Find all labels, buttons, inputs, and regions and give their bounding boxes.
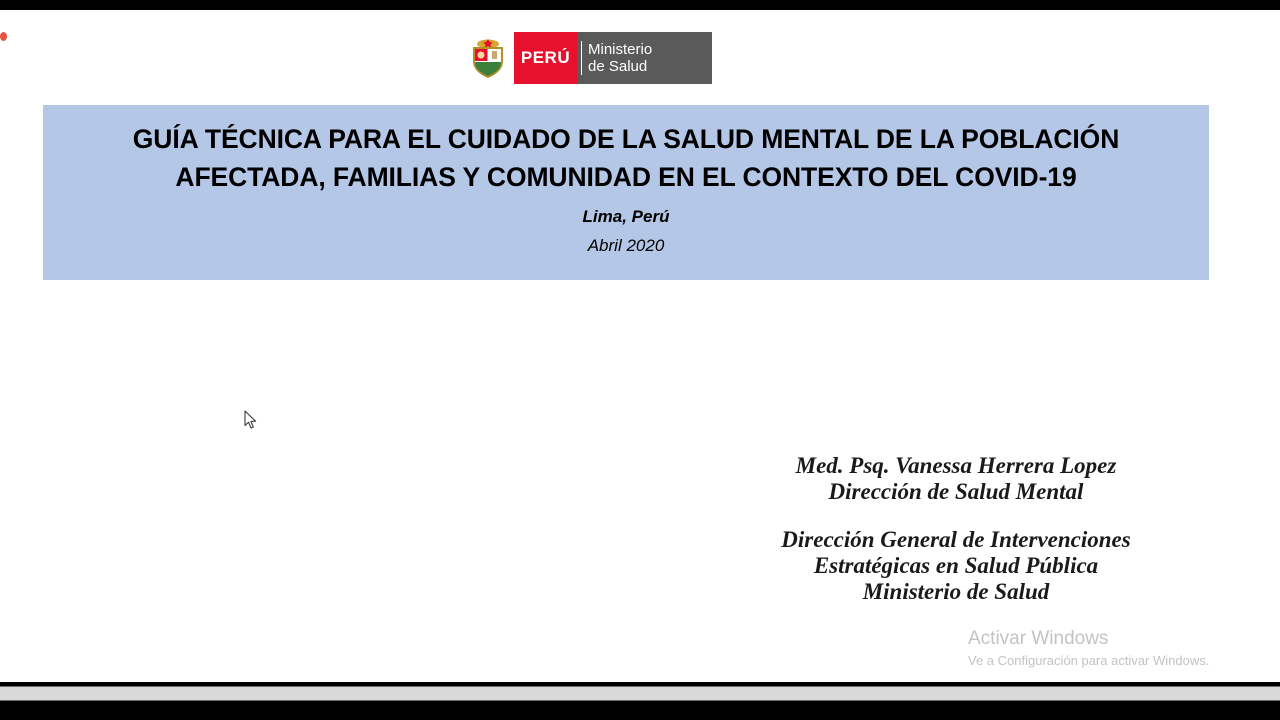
mouse-cursor-icon <box>244 410 258 430</box>
logo-ministry-line1: Ministerio <box>588 41 653 58</box>
author-spacer <box>700 505 1212 527</box>
logo-peru-label: PERÚ <box>514 32 577 84</box>
author-name: Med. Psq. Vanessa Herrera Lopez <box>795 453 1117 478</box>
author-org-line-1: Dirección General de Intervenciones <box>781 527 1131 552</box>
player-bottom-bar <box>0 682 1280 706</box>
author-block <box>700 453 1212 605</box>
peru-coat-of-arms-icon <box>462 32 514 84</box>
slide-title-line-2: AFECTADA, FAMILIAS Y COMUNIDAD EN EL CONTEXTO DEL COVID-19 <box>175 162 1077 192</box>
logo-ministry-line2: de Salud <box>588 58 648 75</box>
author-org-line-2: Estratégicas en Salud Pública <box>813 553 1099 578</box>
logo-ministry-label <box>577 32 712 84</box>
watermark-title: Activar Windows <box>968 628 1109 649</box>
minsa-logo <box>462 32 712 84</box>
slide-place: Lima, Perú <box>582 207 670 226</box>
author-role: Dirección de Salud Mental <box>828 479 1084 504</box>
presentation-slide <box>0 10 1280 682</box>
watermark-subtitle: Ve a Configuración para activar Windows. <box>968 653 1210 668</box>
author-org-line-3: Ministerio de Salud <box>862 579 1050 604</box>
edge-artifact <box>0 32 7 41</box>
slide-title-banner <box>43 105 1209 280</box>
windows-activation-watermark <box>968 626 1209 670</box>
slide-date: Abril 2020 <box>587 236 665 255</box>
slide-title-line-1: GUÍA TÉCNICA PARA EL CUIDADO DE LA SALUD MENTAL DE LA POBLACIÓN <box>132 124 1120 154</box>
